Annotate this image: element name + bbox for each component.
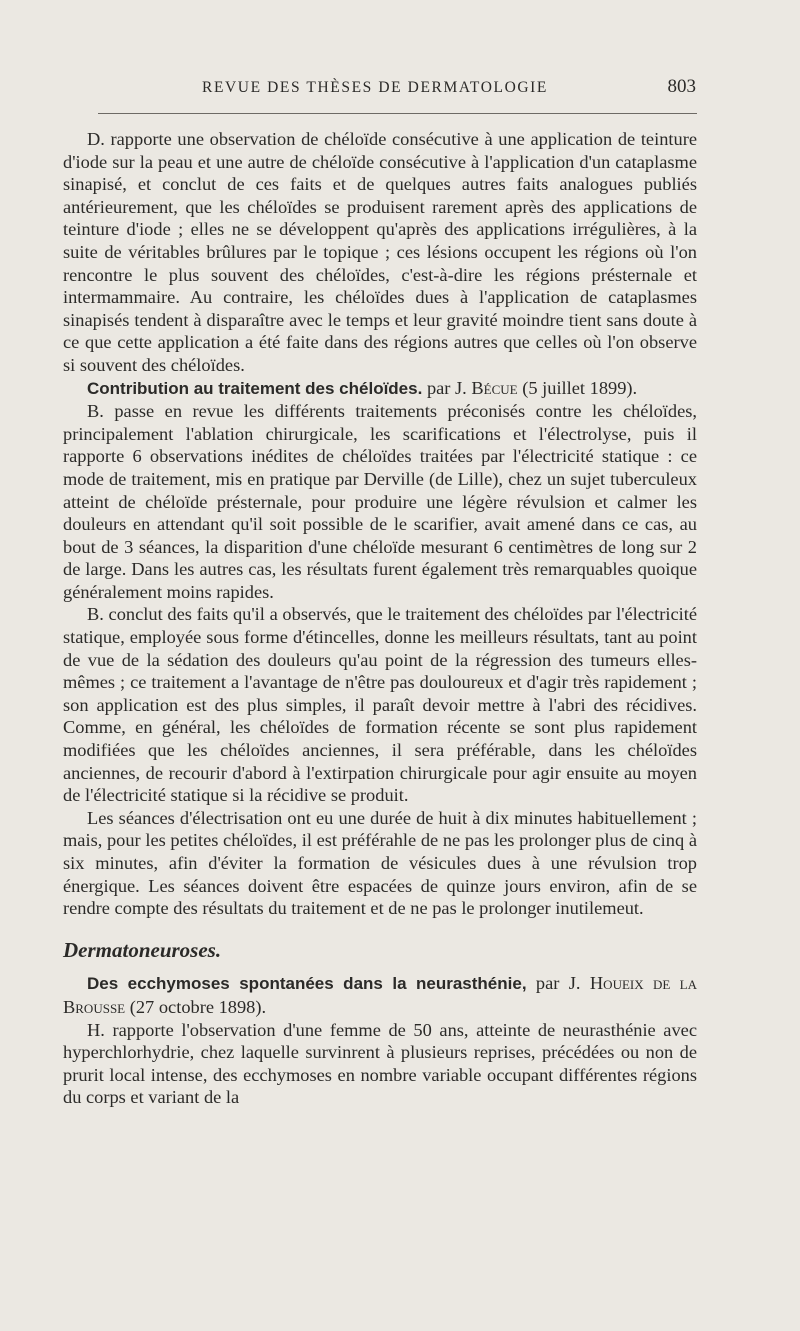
header-rule <box>98 113 697 114</box>
thesis-title: Contribution au traitement des chéloïdes. <box>87 378 423 398</box>
paragraph: B. passe en revue les différents traitements préconisés contre les chéloïdes, principalement l'ablation chirurgicale, les scarifications et l'électrolyse, puis il rapporte 6 observations inédites de chéloïdes traitées par l'électricité statique : ce mode de traitement, mis en pratique par Derville (de Lille), chez un sujet tuberculeux atteint de chéloïde présternale, pour produire une légère révulsion et calmer les douleurs en attendant qu'il soit possible de le scarifier, avait amené dans ce cas, au bout de 3 séances, la disparition d'une chéloïde mesurant 6 centimètres de long sur 2 de large. Dans les autres cas, les résultats furent également très remarquables quoique généralement moins rapides. <box>63 401 697 602</box>
paragraph: D. rapporte une observation de chéloïde consécutive à une application de teinture d'iode sur la peau et une autre de chéloïde consécutive à l'application d'un cataplasme sinapisé, et conclut de ces faits et de quelques autres faits analogues publiés antérieurement, que les chéloïdes se produisent rarement après des applications de teinture d'iode ; elles ne se développent qu'après des applications irrégulières, à la suite de véritables brûlures par le topique ; ces lésions occupent les régions où l'on rencontre le plus souvent des chéloïdes, c'est-à-dire les régions présternale et intermammaire. Au contraire, les chéloïdes dues à l'application de cataplasmes sinapisés tendent à disparaître avec le temps et leur gravité moindre tient sans doute à ce que cette application a été faite dans des régions autres que celles où l'on observe si souvent des chéloïdes. <box>63 129 697 375</box>
paragraph: B. conclut des faits qu'il a observés, que le traitement des chéloïdes par l'électricité statique, employée sous forme d'étincelles, donne les meilleurs résultats, tant au point de vue de la sédation des douleurs qu'au point de la régression des tumeurs elles-mêmes ; ce traitement a l'avantage de n'être pas douloureux et d'agir très rapidement ; son application est des plus simples, il paraît devoir mettre à l'abri des récidives. Comme, en général, les chéloïdes de formation récente se sont plus rapidement modifiées que les chéloïdes anciennes, il sera préférable, dans les chéloïdes anciennes, de recourir d'abord à l'extirpation chirurgicale pour agir ensuite au moyen de l'électricité statique si la récidive se produit. <box>63 604 697 806</box>
page-body <box>63 128 697 1109</box>
paragraph: Les séances d'électrisation ont eu une durée de huit à dix minutes habituellement ; mais, pour les petites chéloïdes, il est préférahle de ne pas les prolonger plus de cinq à six minutes, afin d'éviter la formation de vésicules dues à une révulsion trop énergique. Les séances doivent être espacées de quinze jours environ, afin de se rendre compte des résultats du traitement et de ne pas le prolonger inutilemeut. <box>63 807 697 919</box>
thesis-entry <box>63 972 697 1018</box>
thesis-title: Des ecchymoses spontanées dans la neurasthénie, <box>87 974 527 994</box>
section-heading: Dermatoneuroses. <box>63 937 222 962</box>
running-title: REVUE DES THÈSES DE DERMATOLOGIE <box>202 79 548 96</box>
thesis-date: (5 juillet 1899). <box>522 377 638 398</box>
thesis-author: Bécue <box>471 377 518 398</box>
running-head <box>98 76 696 98</box>
thesis-entry <box>63 377 697 401</box>
thesis-author: Houeix de la Brousse <box>63 973 698 1017</box>
thesis-date: (27 octobre 1898). <box>129 996 267 1017</box>
thesis-by: par J. <box>426 377 467 398</box>
page-number: 803 <box>667 76 696 97</box>
thesis-by: par J. <box>535 973 581 994</box>
paragraph: H. rapporte l'observation d'une femme de 50 ans, atteinte de neurasthénie avec hyperchlorhydrie, chez laquelle survinrent à plusieurs reprises, précédées ou non de prurit local intense, des ecchymoses en nombre variable occupant différentes régions du corps et variant de la <box>63 1019 697 1108</box>
